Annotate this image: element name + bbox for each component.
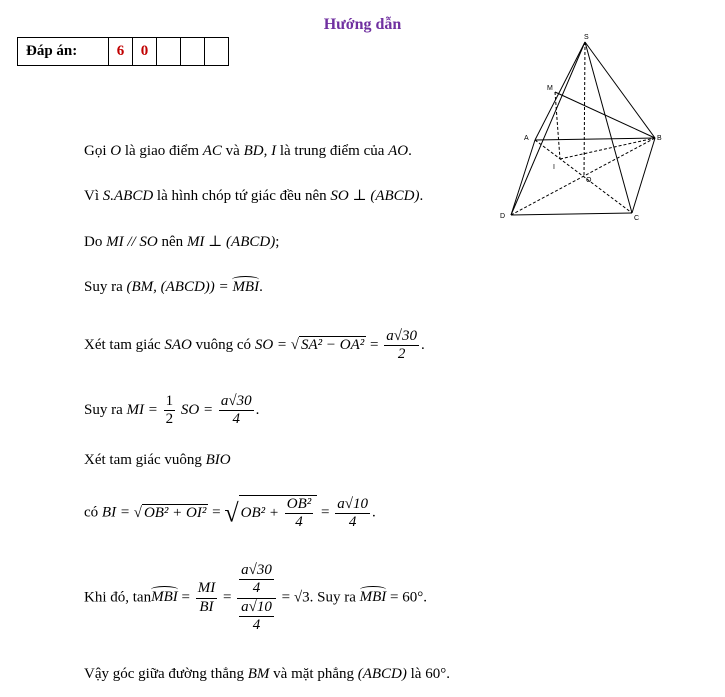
answer-digit-2: 0 bbox=[133, 38, 157, 66]
label-C: C bbox=[634, 215, 640, 222]
label-D: D bbox=[500, 213, 506, 220]
text-line-10: Vậy góc giữa đường thẳng BM và mặt phẳng (ABCD) là 60°. bbox=[84, 666, 450, 682]
text-line-7: Xét tam giác vuông BIO bbox=[84, 452, 231, 468]
answer-box bbox=[17, 37, 229, 66]
label-M: M bbox=[547, 85, 553, 92]
text-line-6: Suy ra MI = $\frac{1}{2}$ SO = $\frac{a√30}{4}$ . bbox=[84, 393, 260, 428]
answer-digit-5 bbox=[205, 38, 229, 66]
text-line-3: Do MI // SO nên MI ⊥ (ABCD); bbox=[84, 234, 280, 250]
label-I: I bbox=[553, 164, 555, 171]
answer-digit-3 bbox=[157, 38, 181, 66]
label-S: S bbox=[584, 34, 589, 41]
answer-digit-4 bbox=[181, 38, 205, 66]
text-line-2: Vì S.ABCD là hình chóp tứ giác đều nên SO ⊥ (ABCD). bbox=[84, 188, 424, 204]
label-O: O bbox=[586, 177, 592, 184]
label-B: B bbox=[657, 135, 662, 142]
text-line-1: Gọi O là giao điểm AC và BD, I là trung điểm của AO. bbox=[84, 143, 412, 159]
answer-label: Đáp án: bbox=[18, 38, 109, 66]
section-title: Hướng dẫn bbox=[323, 16, 402, 33]
text-line-4: Suy ra (BM, (ABCD)) = MBI. bbox=[84, 279, 263, 295]
text-line-9: Khi đó, tanMBI = $\frac{MI}{BI}$ = $\frac{\frac{a√30}{4}}{\frac{a√10}{4}}$ = √3. Suy ra MBI = 60°. bbox=[84, 562, 427, 633]
text-line-5: Xét tam giác SAO vuông có SO = √ SA² − OA² = $\frac{a√30}{2}$ . bbox=[84, 328, 425, 363]
text-line-8: có BI = √ OB² + OI² = √ OB² + $\frac{\text{OB²}}{4}$ = $\frac{a√10}{4}$ . bbox=[84, 495, 376, 531]
label-A: A bbox=[524, 135, 529, 142]
pyramid-figure bbox=[498, 30, 668, 225]
answer-digit-1: 6 bbox=[109, 38, 133, 66]
